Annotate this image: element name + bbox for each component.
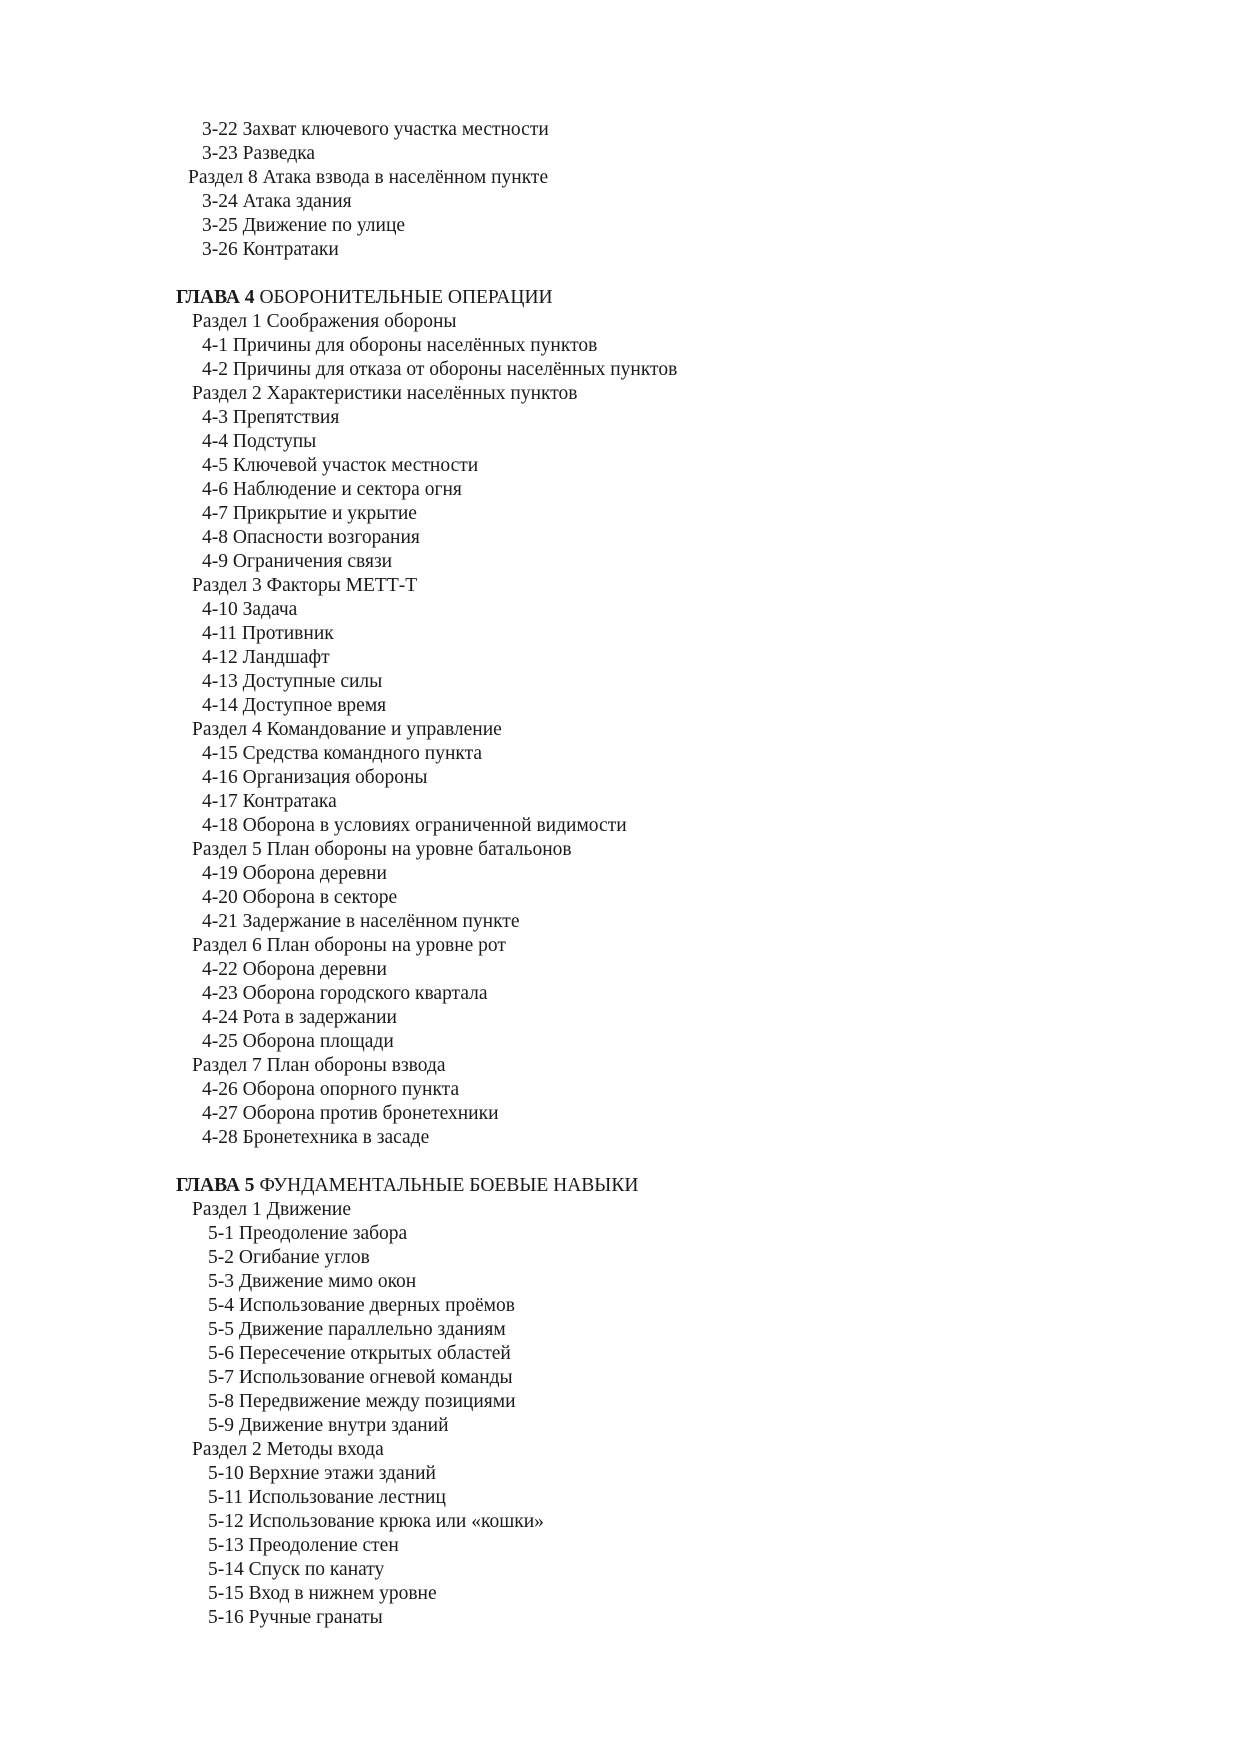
- toc-item: 5-9 Движение внутри зданий: [208, 1415, 449, 1436]
- toc-item: 4-13 Доступные силы: [202, 671, 383, 692]
- toc-item: 4-27 Оборона против бронетехники: [202, 1103, 499, 1124]
- toc-item: 4-21 Задержание в населённом пункте: [202, 911, 520, 932]
- toc-item: 4-28 Бронетехника в засаде: [202, 1127, 430, 1148]
- toc-item: 3-26 Контратаки: [202, 239, 339, 260]
- toc-item: 4-12 Ландшафт: [202, 647, 330, 668]
- chapter-label: ГЛАВА 5: [176, 1175, 255, 1196]
- toc-item: 3-24 Атака здания: [202, 191, 352, 212]
- toc-item: 3-23 Разведка: [202, 143, 316, 164]
- toc-item: 4-16 Организация обороны: [202, 767, 428, 788]
- toc-item: 4-23 Оборона городского квартала: [202, 983, 488, 1004]
- toc-item: 4-1 Причины для обороны населённых пунктов: [202, 335, 598, 356]
- toc-item: 5-2 Огибание углов: [208, 1247, 370, 1268]
- toc-item: 5-8 Передвижение между позициями: [208, 1391, 516, 1412]
- toc-item: 4-15 Средства командного пункта: [202, 743, 483, 764]
- toc-item: 4-22 Оборона деревни: [202, 959, 387, 980]
- toc-item: 4-20 Оборона в секторе: [202, 887, 398, 908]
- toc-section: Раздел 6 План обороны на уровне рот: [192, 935, 506, 956]
- toc-section: Раздел 3 Факторы МЕТТ-Т: [192, 575, 418, 596]
- toc-item: 5-3 Движение мимо окон: [208, 1271, 417, 1292]
- toc-section: Раздел 1 Движение: [192, 1199, 351, 1220]
- toc-item: 4-25 Оборона площади: [202, 1031, 394, 1052]
- toc-item: 4-26 Оборона опорного пункта: [202, 1079, 460, 1100]
- table-of-contents: [176, 118, 1176, 1630]
- toc-item: 4-3 Препятствия: [202, 407, 340, 428]
- toc-item: 5-10 Верхние этажи зданий: [208, 1463, 436, 1484]
- toc-item: 4-7 Прикрытие и укрытие: [202, 503, 417, 524]
- chapter-label: ГЛАВА 4: [176, 287, 255, 308]
- toc-item: 4-4 Подступы: [202, 431, 317, 452]
- toc-item: 5-4 Использование дверных проёмов: [208, 1295, 515, 1316]
- toc-item: 5-11 Использование лестниц: [208, 1487, 446, 1508]
- toc-item: 5-13 Преодоление стен: [208, 1535, 399, 1556]
- toc-item: 4-9 Ограничения связи: [202, 551, 393, 572]
- toc-item: 3-22 Захват ключевого участка местности: [202, 119, 549, 140]
- toc-item: 4-10 Задача: [202, 599, 298, 620]
- toc-section: Раздел 8 Атака взвода в населённом пункте: [188, 167, 549, 188]
- toc-item: 4-19 Оборона деревни: [202, 863, 387, 884]
- toc-item: 5-12 Использование крюка или «кошки»: [208, 1511, 544, 1532]
- toc-section: Раздел 4 Командование и управление: [192, 719, 502, 740]
- toc-item: 4-18 Оборона в условиях ограниченной видимости: [202, 815, 627, 836]
- toc-item: 4-2 Причины для отказа от обороны населённых пунктов: [202, 359, 678, 380]
- chapter-heading: [176, 286, 1176, 310]
- toc-item: 5-16 Ручные гранаты: [208, 1607, 383, 1628]
- toc-item: 5-1 Преодоление забора: [208, 1223, 408, 1244]
- chapter-title: ФУНДАМЕНТАЛЬНЫЕ БОЕВЫЕ НАВЫКИ: [259, 1175, 639, 1196]
- toc-item: 4-17 Контратака: [202, 791, 337, 812]
- chapter-title: ОБОРОНИТЕЛЬНЫЕ ОПЕРАЦИИ: [259, 287, 553, 308]
- toc-item: 5-15 Вход в нижнем уровне: [208, 1583, 437, 1604]
- toc-item: 4-14 Доступное время: [202, 695, 387, 716]
- toc-item: 4-8 Опасности возгорания: [202, 527, 420, 548]
- toc-item: 4-11 Противник: [202, 623, 334, 644]
- toc-item: 4-6 Наблюдение и сектора огня: [202, 479, 462, 500]
- toc-item: 5-14 Спуск по канату: [208, 1559, 385, 1580]
- toc-item: 3-25 Движение по улице: [202, 215, 406, 236]
- toc-section: Раздел 2 Характеристики населённых пунктов: [192, 383, 578, 404]
- toc-section: Раздел 5 План обороны на уровне батальонов: [192, 839, 572, 860]
- toc-section: Раздел 1 Соображения обороны: [192, 311, 457, 332]
- toc-item: 5-7 Использование огневой команды: [208, 1367, 513, 1388]
- toc-section: Раздел 7 План обороны взвода: [192, 1055, 446, 1076]
- toc-section: Раздел 2 Методы входа: [192, 1439, 384, 1460]
- toc-item: 4-5 Ключевой участок местности: [202, 455, 479, 476]
- toc-item: 4-24 Рота в задержании: [202, 1007, 397, 1028]
- chapter-heading: [176, 1174, 1176, 1198]
- toc-item: 5-5 Движение параллельно зданиям: [208, 1319, 506, 1340]
- toc-item: 5-6 Пересечение открытых областей: [208, 1343, 511, 1364]
